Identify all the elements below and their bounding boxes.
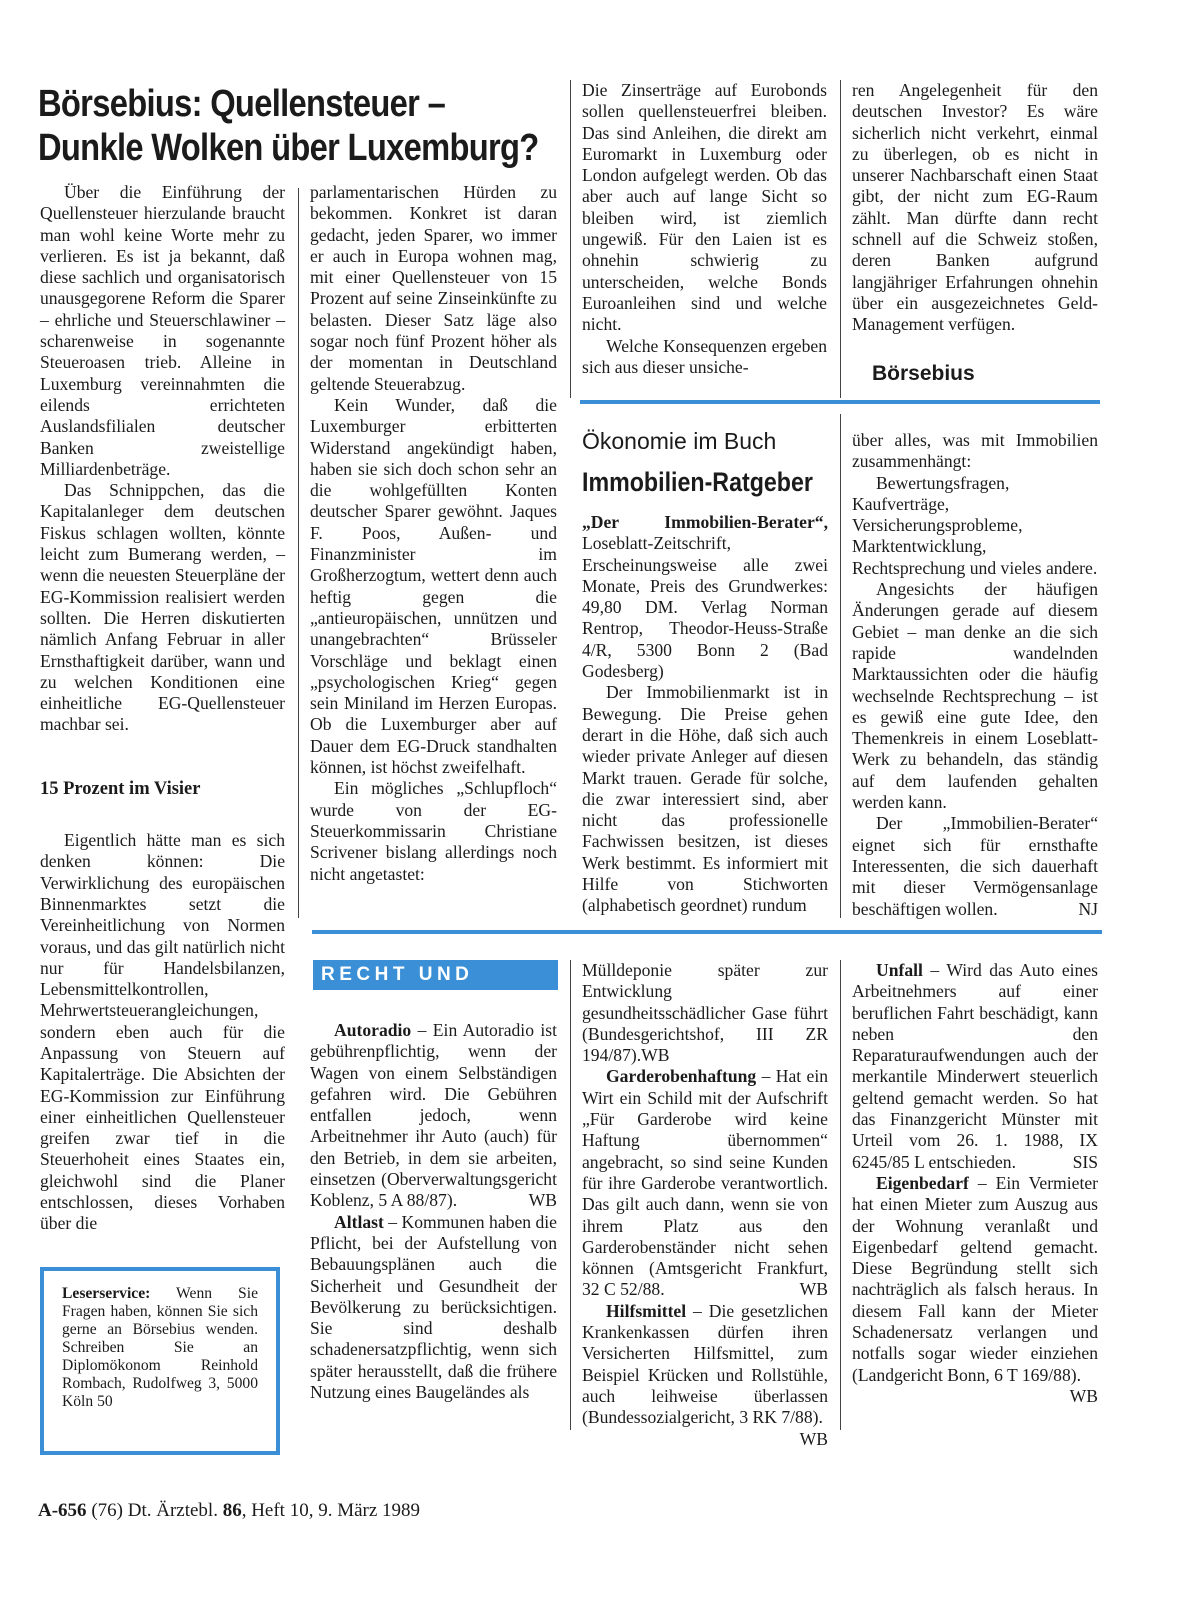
page-footer [38,1500,420,1522]
law-item-signature: WB [1069,1385,1098,1406]
law-item-continued: Mülldeponie später zur Entwicklung gesundheitsschädlicher Gase führt (Bundesgerichtshof, III ZR 194/87).WB [582,960,828,1066]
law-item-title: Altlast [334,1211,384,1232]
review-column-2 [852,430,1098,920]
paragraph: parlamentarischen Hürden zu bekommen. Konkret ist daran gedacht, jeden Sparer, wo immer er auch in Europa wohnen mag, mit einer Quellensteuer von 15 Prozent auf seine Zinseinkünfte zu belasten. Dieser Satz läge also sogar noch fünf Prozent höher als der momentan in Deutschland geltende Steuerabzug. [310,182,557,394]
law-item-title: Garderobenhaftung [606,1066,757,1087]
column-rule [298,188,299,918]
volume-number: 86 [222,1500,242,1521]
law-item-title: Autoradio [334,1020,412,1040]
law-column-3 [852,960,1098,1407]
column-rule [840,414,841,918]
footer-citation: (76) Dt. Ärztebl. [86,1500,223,1521]
paragraph: Der Immobilienmarkt ist in Bewegung. Die Preise gehen derart in die Höhe, daß sich auch wieder private Anleger auf diesen Markt trauen. Gerade für solche, die zwar interessiert sind, aber nicht das professionelle Fachwissen besitzen, ist dieses Werk bestimmt. Es informiert mit Hilfe von Stichworten (alphabetisch geordnet) rundum [582,682,828,916]
paragraph: Kein Wunder, daß die Luxemburger erbitterten Widerstand angekündigt haben, haben sie sich doch schon sehr an die wohlgefüllten Konten deutscher Sparer gewöhnt. Jaques F. Poos, Außen- und Finanzminister im Großherzogtum, wettert denn auch heftig gegen die „antieuropäischen, unnützen und unangebrachten“ Brüsseler Vorschläge und beklagt einen „psychologischen Krieg“ gegen sein Miniland im Herzen Europas. Ob die Luxemburger aber auf Dauer dem EG-Druck standhalten können, ist höchst zweifelhaft. [310,394,557,778]
law-item-text: – Kommunen haben die Pflicht, bei der Aufstellung von Bebauungsplänen auch die Sicherheit und Gesundheit der Bevölkerung zu berücksichtigen. Sie sind deshalb schadenersatzpflichtig, wenn sich später herausstellt, daß die frühere Nutzung eines Baugeländes als [310,1211,557,1403]
review-column-1 [582,512,828,917]
law-item-text: – Hat ein Wirt ein Schild mit der Aufschrift „Für Garderobe wird keine Haftung übernommen“ angebracht, so sind seine Kunden für ihre Garderobe verantwortlich. Das gilt auch dann, wenn sie von ihrem Platz aus den Garderobenständer nicht sehen können (Amtsgericht Frankfurt, 32 C 52/88. [582,1066,828,1300]
law-item [582,1066,828,1300]
book-details: Loseblatt-Zeitschrift, Erscheinungsweise alle zwei Monate, Preis des Grundwerkes: 49,80 DM. Verlag Norman Rentrop, Theodor-Heuss-Straße 4/R, 5300 Bonn 2 (Bad Godesberg) [582,533,828,682]
paragraph: Angesichts der häufigen Änderungen gerade auf diesem Gebiet – man denke an die sich rapide wandelnden Marktaussichten oder die häufig wechselnde Rechtsprechung – ist es gewiß eine gute Idee, den Themenkreis in einem Loseblatt-Werk zu behandeln, das ständig auf dem laufenden gehalten werden kann. [852,579,1098,813]
section-title: Ökonomie im Buch [582,428,777,454]
law-item-signature: WB [799,1428,828,1449]
headline-line-1: Börsebius: Quellensteuer – [38,83,446,125]
reader-service-text: Wenn Sie Fragen haben, können Sie sich gerne an Börsebius wenden. Schreiben Sie an Diplomökonom Reinhold Rombach, Rudolfweg 3, 5000 Köln 50 [62,1285,258,1410]
column-rule [840,960,841,1430]
law-column-1 [310,1020,557,1403]
paragraph: ren Angelegenheit für den deutschen Investor? Es wäre sicherlich nicht verkehrt, einmal zu überlegen, ob es nicht in unserer Nachbarschaft einen Staat gibt, der nicht zum EG-Raum zählt. Man dürfte dann recht schnell auf die Schweiz stoßen, deren Banken aufgrund langjähriger Erfahrungen ohnehin über ein ausgezeichnetes Geld-Management verfügen. [852,80,1098,335]
article-column-4 [852,80,1098,336]
law-item-title: Eigenbedarf [876,1172,969,1193]
law-item [310,1020,557,1212]
law-item [852,1172,1098,1406]
law-item-title: Hilfsmittel [606,1300,687,1321]
article-column-1 [40,182,285,1235]
author-signature: Börsebius [872,362,975,385]
paragraph: Welche Konsequenzen ergeben sich aus dieser unsiche- [582,335,827,377]
headline-line-2: Dunkle Wolken über Luxemburg? [38,127,539,169]
reader-service-label: Leserservice: [62,1285,151,1302]
page-number: A-656 [38,1500,87,1521]
law-item-signature: WB [799,1279,828,1300]
law-item [310,1212,557,1404]
section-tag: RECHT UND STEUER [313,960,558,990]
paragraph: Das Schnippchen, das die Kapitalanleger dem deutschen Fiskus schlagen wollten, könnte leicht zum Bumerang werden, – wenn die neuesten Steuerpläne der EG-Kommission realisiert werden sollten. Die Herren diskutierten nämlich Anfang Februar in aller Ernsthaftigkeit darüber, wann und zu welchen Konditionen eine einheitliche EG-Quellensteuer machbar sei. [40,480,285,735]
article-column-3 [582,80,827,378]
book-title: „Der Immobilien-Berater“, [582,512,828,532]
law-item-text: – Die gesetzlichen Krankenkassen dürfen ihren Versicherten Hilfsmittel, zum Beispiel Krücken und Rollstühle, auch leihweise überlassen (Bundessozialgericht, 3 RK 7/88). [582,1300,828,1428]
reader-service-box [40,1267,280,1455]
subheading: 15 Prozent im Visier [40,778,201,799]
review-headline: Immobilien-Ratgeber [582,467,813,497]
paragraph: Bewertungsfragen, Kaufverträge, Versicherungsprobleme, Marktentwicklung, Rechtsprechung und vieles andere. [852,472,1098,578]
paragraph: Eigentlich hätte man es sich denken können: Die Verwirklichung des europäischen Binnenmarktes setzt die Vereinheitlichung von Normen voraus, und das gilt natürlich nicht nur für Handelsbilanzen, Lebensmittelkontrollen, Mehrwertsteuerangleichungen, sondern eben auch für die Anpassung von Steuern auf Kapitalerträge. Die Absichten der EG-Kommission zur Einführung einer einheitlichen Quellensteuer greifen zwar tief in die Steuerhoheit eines Staates ein, gleichwohl sind die Planer entschlossen, dieses Vorhaben über die [40,830,285,1234]
column-rule [570,960,571,1430]
headline [38,82,539,170]
law-item-signature: WB [528,1190,557,1211]
law-column-2 [582,960,828,1450]
law-item [852,960,1098,1173]
paragraph [852,813,1098,919]
law-item-signature: SIS [1072,1151,1098,1172]
paragraph: Die Zinserträge auf Eurobonds sollen quellensteuerfrei bleiben. Das sind Anleihen, die direkt am Euromarkt in Luxemburg oder London aufgelegt werden. Ob das aber auch auf lange Sicht so bleiben wird, ist ziemlich ungewiß. Für den Laien ist es ohnehin schwierig zu unterscheiden, welche Bonds Euroanleihen sind und welche nicht. [582,80,827,335]
section-rule [312,930,1102,934]
paragraph: Über die Einführung der Quellensteuer hierzulande braucht man wohl keine Worte mehr zu verlieren. Es ist ja bekannt, daß diese sachlich und organisatorisch unausgegorene Reform die Sparer – ehrliche und Steuerschlawiner – scharenweise in sogenannte Steueroasen trieb. Alleine in Luxemburg vereinnahmten die eilends errichteten Auslandsfilialen deutscher Banken zweistellige Milliardenbeträge. [40,182,285,479]
paragraph-text: Der „Immobilien-Berater“ eignet sich für ernsthafte Interessenten, die sich dauerhaft mit dieser Vermögensanlage beschäftigen wollen. [852,813,1098,919]
column-rule [840,80,841,398]
book-citation [582,512,828,682]
footer-issue: , Heft 10, 9. März 1989 [241,1500,421,1521]
law-item-text: – Ein Autoradio ist gebührenpflichtig, wenn der Wagen von einem Selbständigen gefahren wird. Die Gebühren entfallen jedoch, wenn Arbeitnehmer ihr Auto (auch) für den Betrieb, in dem sie arbeiten, einsetzen (Oberverwaltungsgericht Koblenz, 5 A 88/87). [310,1020,557,1211]
article-column-2 [310,182,557,885]
law-item-title: Unfall [876,960,923,980]
column-rule [570,80,571,398]
paragraph: Ein mögliches „Schlupfloch“ wurde von der EG-Steuerkommissarin Christiane Scrivener bislang allerdings noch nicht angetastet: [310,778,557,884]
law-item [582,1300,828,1449]
law-item-text: – Ein Vermieter hat einen Mieter zum Auszug aus der Wohnung veranlaßt und Eigenbedarf geltend gemacht. Diese Begründung stellt sich nachträglich als falsch heraus. In diesem Fall kann der Mieter Schadenersatz verlangen und notfalls sogar wieder einziehen (Landgericht Bonn, 6 T 169/88). [852,1172,1098,1385]
section-rule [580,400,1100,404]
review-signature: NJ [1078,898,1098,919]
law-item-text: – Wird das Auto eines Arbeitnehmers auf einer beruflichen Fahrt beschädigt, kann neben den Reparaturaufwendungen auch der merkantile Minderwert steuerlich geltend gemacht werden. So hat das Finanzgericht Münster mit Urteil vom 26. 1. 1988, IX 6245/85 L entschieden. [852,960,1098,1172]
paragraph: über alles, was mit Immobilien zusammenhängt: [852,430,1098,472]
